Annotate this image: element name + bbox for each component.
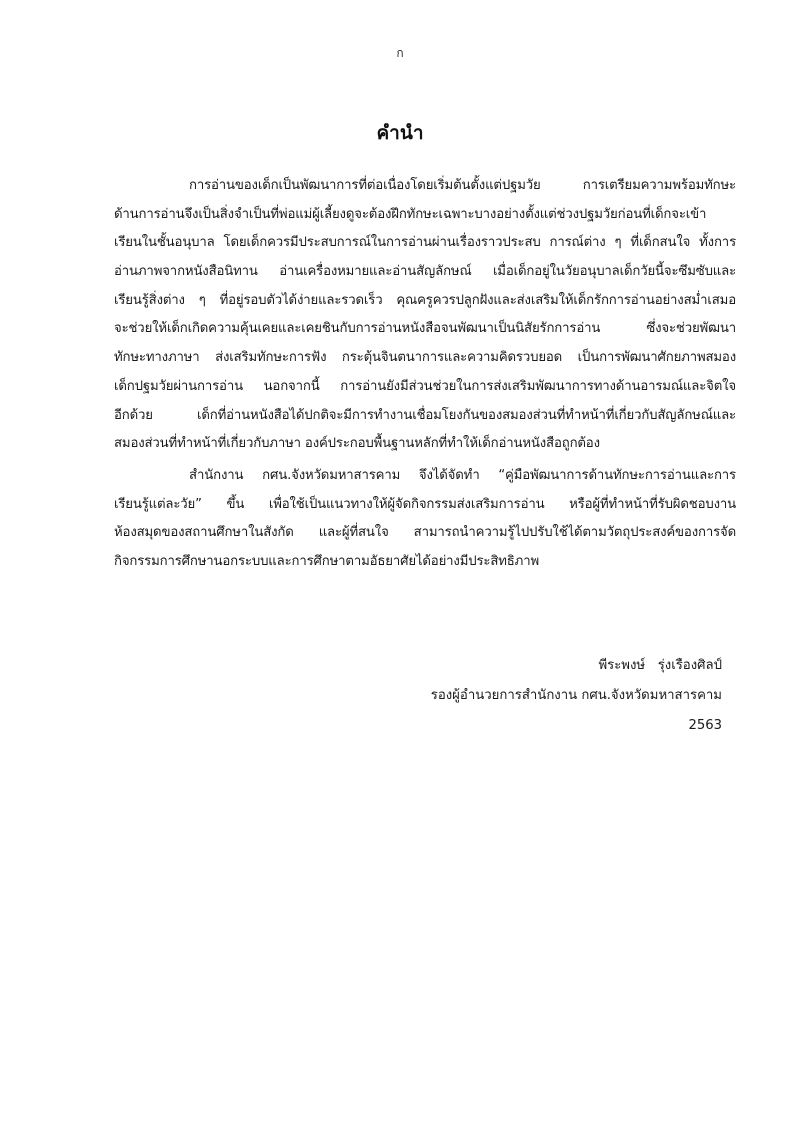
signatory-position: รองผู้อำนวยการสำนักงาน กศน.จังหวัดมหาสารคาม: [430, 688, 722, 703]
page-number: ก: [396, 46, 404, 60]
paragraph-line: ทักษะทางภาษา ส่งเสริมทักษะการฟัง กระตุ้นจินตนาการและความคิดรวบยอด เป็นการพัฒนาศักยภาพสมอง: [114, 350, 736, 366]
page-title: คำนำ: [376, 122, 424, 144]
paragraph-line: ด้านการอ่านจึงเป็นสิ่งจำเป็นที่พ่อแม่ผู้เลี้ยงดูจะต้องฝึกทักษะเฉพาะบางอย่างตั้งแต่ช่วงปฐมวัยก่อนที่เด็กจะเข้า: [114, 206, 707, 222]
paragraph-line: เด็กปฐมวัยผ่านการอ่าน นอกจากนี้ การอ่านยังมีส่วนช่วยในการส่งเสริมพัฒนาการทางด้านอารมณ์และจิตใจ: [114, 378, 736, 394]
paragraph-2: [114, 462, 736, 577]
signature-block: [431, 651, 722, 741]
signature-year: 2563: [688, 718, 722, 733]
paragraph-line: กิจกรรมการศึกษานอกระบบและการศึกษาตามอัธยาศัยได้อย่างมีประสิทธิภาพ: [114, 554, 540, 570]
paragraph-line: สำนักงาน กศน.จังหวัดมหาสารคาม จึงได้จัดทำ “คู่มือพัฒนาการด้านทักษะการอ่านและการ: [189, 468, 736, 483]
paragraph-line: ห้องสมุดของสถานศึกษาในสังกัด และผู้ที่สนใจ สามารถนำความรู้ไปปรับใช้ได้ตามวัตถุประสงค์ของการจัด: [114, 525, 736, 541]
paragraph-line: อีกด้วย เด็กที่อ่านหนังสือได้ปกติจะมีการทำงานเชื่อมโยงกันของสมองส่วนที่ทำหน้าที่เกี่ยวกับสัญลักษณ์และ: [114, 407, 736, 423]
paragraph-line: อ่านภาพจากหนังสือนิทาน อ่านเครื่องหมายและอ่านสัญลักษณ์ เมื่อเด็กอยู่ในวัยอนุบาลเด็กวัยนี้จะซึมซับและ: [114, 264, 736, 280]
paragraph-line: เรียนรู้สิ่งต่าง ๆ ที่อยู่รอบตัวได้ง่ายและรวดเร็ว คุณครูควรปลูกฝังและส่งเสริมให้เด็กรักการอ่านอย่างสม่ำเสมอ: [114, 292, 736, 308]
paragraph-1: [114, 172, 736, 459]
paragraph-line: เรียนในชั้นอนุบาล โดยเด็กควรมีประสบการณ์ในการอ่านผ่านเรื่องราวประสบ การณ์ต่าง ๆ ที่เด็กสนใจ ทั้งการ: [114, 235, 736, 251]
paragraph-line: เรียนรู้แต่ละวัย” ขึ้น เพื่อใช้เป็นแนวทางให้ผู้จัดกิจกรรมส่งเสริมการอ่าน หรือผู้ที่ทำหน้าที่รับผิดชอบงาน: [114, 496, 736, 512]
signatory-name: พีระพงษ์ รุ่งเรืองศิลป์: [598, 658, 722, 673]
paragraph-line: การอ่านของเด็กเป็นพัฒนาการที่ต่อเนื่องโดยเริ่มต้นตั้งแต่ปฐมวัย การเตรียมความพร้อมทักษะ: [189, 178, 736, 193]
paragraph-line: จะช่วยให้เด็กเกิดความคุ้นเคยและเคยชินกับการอ่านหนังสือจนพัฒนาเป็นนิสัยรักการอ่าน ซึ่งจะช่วยพัฒนา: [114, 321, 736, 337]
paragraph-line: สมองส่วนที่ทำหน้าที่เกี่ยวกับภาษา องค์ประกอบพื้นฐานหลักที่ทำให้เด็กอ่านหนังสือถูกต้อง: [114, 436, 600, 452]
